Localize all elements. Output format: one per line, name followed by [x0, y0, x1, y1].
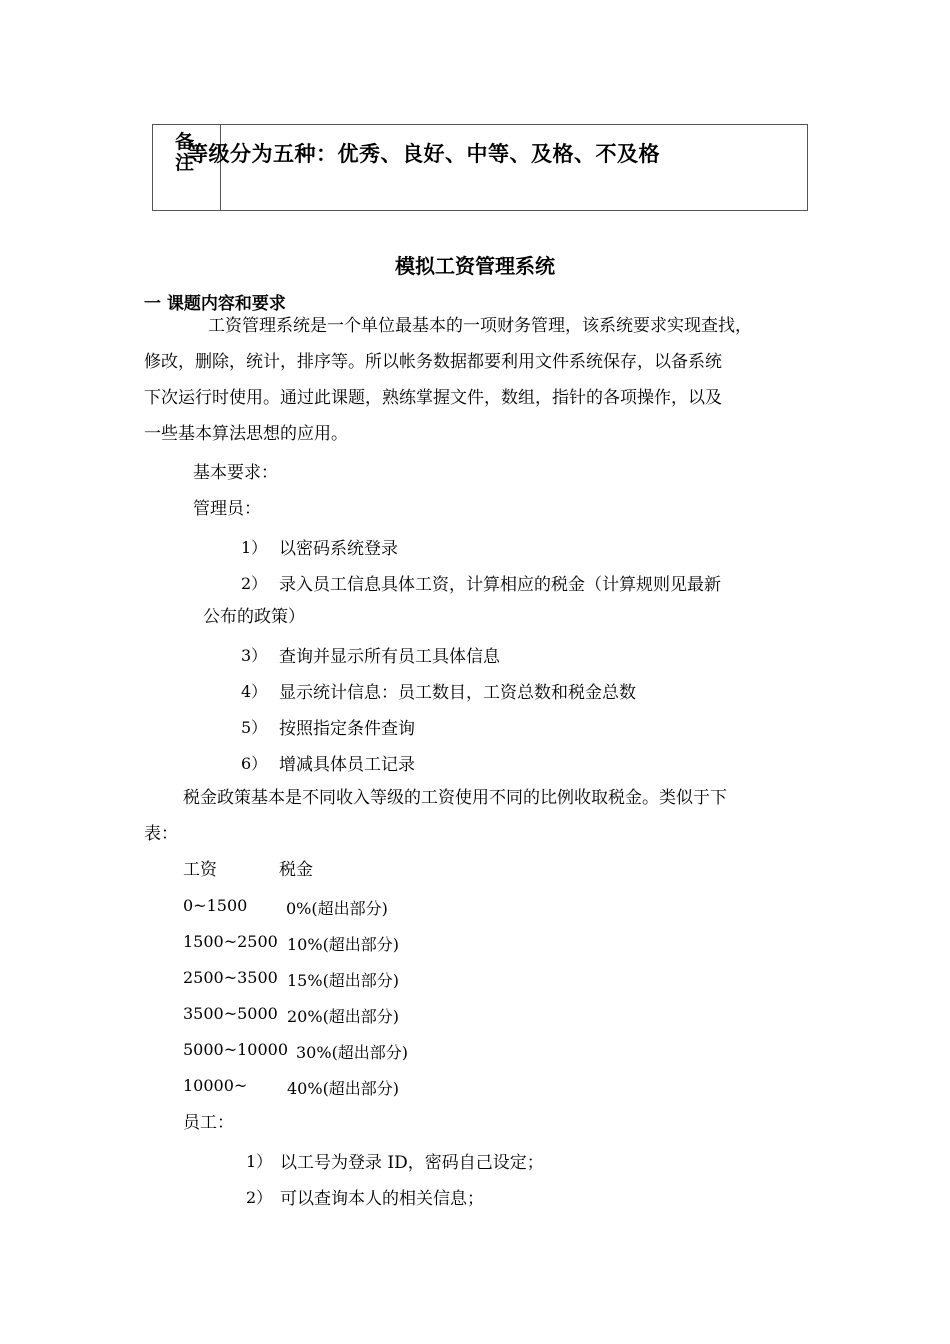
admin-item-number: 5）	[241, 718, 268, 737]
intro-line: 修改，删除，统计，排序等。所以帐务数据都要利用文件系统保存，以备系统	[144, 352, 722, 372]
tax-table-header-salary: 工资	[183, 860, 217, 880]
admin-item-text: 显示统计信息：员工数目，工资总数和税金总数	[279, 683, 636, 703]
intro-line: 工资管理系统是一个单位最基本的一项财务管理，该系统要求实现查找，	[208, 316, 752, 336]
tax-rate: 10%(超出部分)	[287, 935, 400, 954]
tax-range: 1500~2500	[183, 932, 278, 951]
admin-item-number: 2）	[241, 574, 268, 593]
tax-table-header-tax: 税金	[279, 860, 313, 880]
tax-rate: 40%(超出部分)	[287, 1079, 400, 1098]
tax-rate: 15%(超出部分)	[287, 971, 400, 990]
tax-range: 3500~5000	[183, 1004, 278, 1023]
tax-range: 0~1500	[183, 896, 248, 915]
admin-item-text: 按照指定条件查询	[279, 719, 415, 739]
intro-line: 一些基本算法思想的应用。	[144, 424, 348, 444]
intro-line: 下次运行时使用。通过此课题，熟练掌握文件，数组，指针的各项操作，以及	[144, 388, 722, 408]
tax-rate: 20%(超出部分)	[287, 1007, 400, 1026]
admin-item-continuation: 公布的政策）	[203, 607, 305, 627]
tax-rate: 0%(超出部分)	[286, 899, 388, 918]
employee-label: 员工：	[183, 1113, 234, 1133]
admin-item-number: 1）	[241, 538, 268, 557]
tax-intro-line: 表：	[144, 824, 178, 844]
admin-item-text: 以密码系统登录	[279, 539, 398, 559]
admin-label: 管理员：	[193, 499, 261, 519]
admin-item-number: 3）	[241, 646, 268, 665]
tax-range: 10000~	[183, 1076, 248, 1095]
remark-text: 等级分为五种：优秀、良好、中等、及格、不及格	[187, 141, 660, 166]
admin-item-text: 查询并显示所有员工具体信息	[279, 647, 500, 667]
employee-item-text: 可以查询本人的相关信息；	[280, 1189, 484, 1209]
admin-item-number: 4）	[241, 682, 268, 701]
basic-requirements-label: 基本要求：	[193, 463, 278, 483]
section-heading: 一 课题内容和要求	[144, 294, 286, 314]
remark-label: 备注	[175, 131, 195, 174]
tax-intro-line: 税金政策基本是不同收入等级的工资使用不同的比例收取税金。类似于下	[183, 788, 727, 808]
remark-table	[152, 124, 808, 211]
admin-item-text: 录入员工信息具体工资，计算相应的税金（计算规则见最新	[279, 575, 721, 595]
tax-rate: 30%(超出部分)	[296, 1043, 409, 1062]
tax-range: 5000~10000	[183, 1040, 289, 1059]
employee-item-number: 2）	[246, 1188, 273, 1207]
tax-range: 2500~3500	[183, 968, 278, 987]
employee-item-text: 以工号为登录 ID，密码自己设定；	[280, 1153, 544, 1173]
employee-item-number: 1）	[246, 1152, 273, 1171]
admin-item-number: 6）	[241, 754, 268, 773]
document-title: 模拟工资管理系统	[395, 254, 555, 278]
admin-item-text: 增减具体员工记录	[279, 755, 415, 775]
